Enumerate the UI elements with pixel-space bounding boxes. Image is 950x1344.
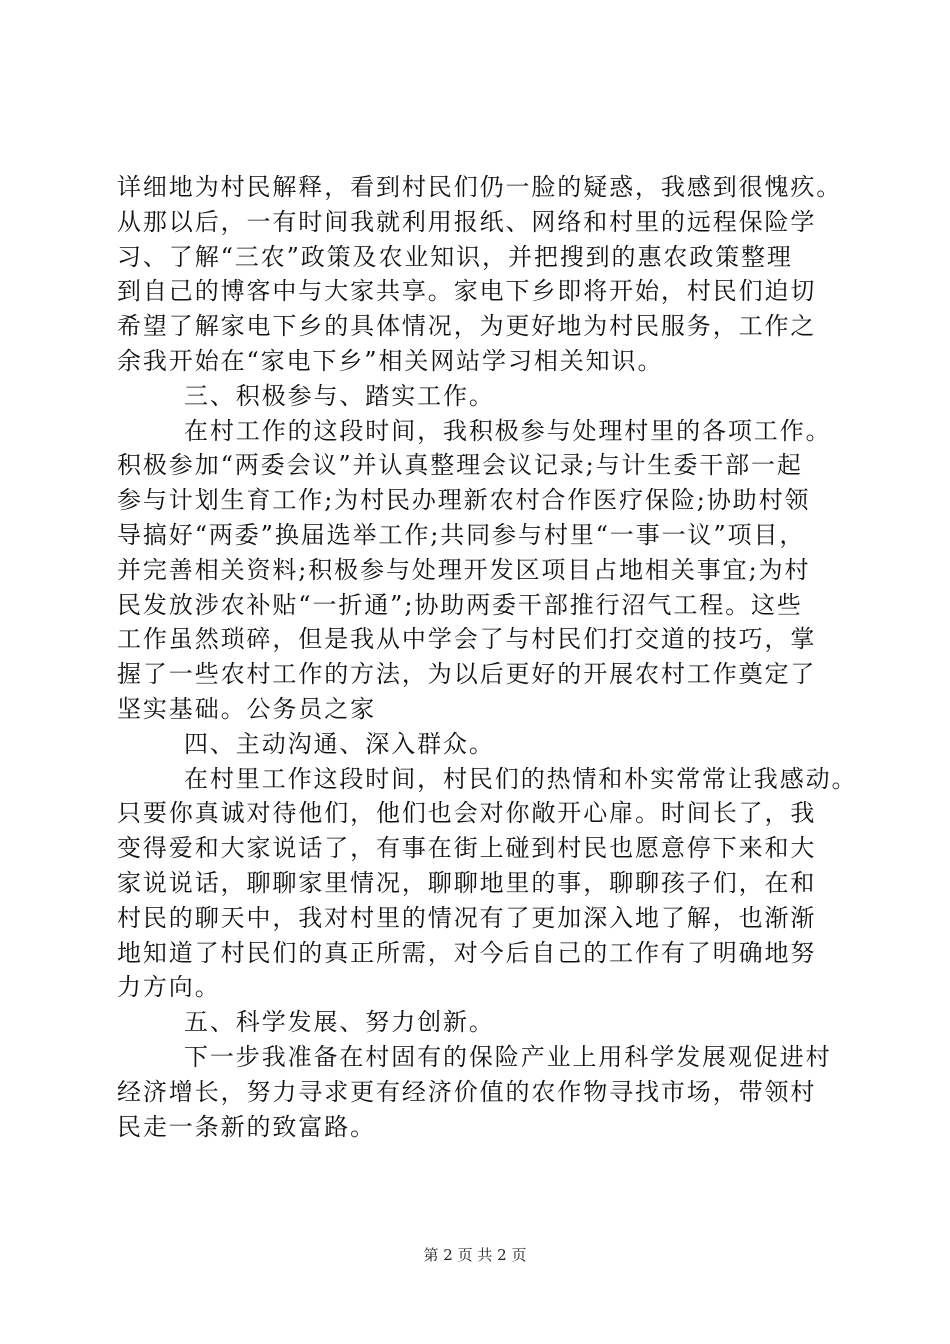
text-line: 坚实基础。公务员之家 (117, 694, 376, 723)
section-heading: 四、主动沟通、深入群众。 (184, 729, 495, 758)
section-heading: 三、积极参与、踏实工作。 (184, 381, 495, 410)
body-text (117, 170, 858, 1144)
text-line: 工作虽然琐碎，但是我从中学会了与村民们打交道的技巧，掌 (117, 625, 817, 654)
text-line: 变得爱和大家说话了，有事在街上碰到村民也愿意停下来和大 (117, 834, 817, 863)
paragraph-first-line: 在村里工作这段时间，村民们的热情和朴实常常让我感动。 (184, 764, 858, 793)
text-line: 家说说话，聊聊家里情况，聊聊地里的事，聊聊孩子们，在和 (117, 868, 817, 897)
text-line: 民走一条新的致富路。 (117, 1112, 376, 1141)
page-number-footer: 第 2 页 共 2 页 (423, 1246, 527, 1264)
text-line: 希望了解家电下乡的具体情况，为更好地为村民服务，工作之 (117, 312, 817, 341)
text-line: 参与计划生育工作;为村民办理新农村合作医疗保险;协助村领 (117, 486, 811, 515)
text-line: 并完善相关资料;积极参与处理开发区项目占地相关事宜;为村 (117, 555, 811, 584)
section-heading: 五、科学发展、努力创新。 (184, 1008, 495, 1037)
text-line: 余我开始在“家电下乡”相关网站学习相关知识。 (117, 346, 664, 375)
text-line: 到自己的博客中与大家共享。家电下乡即将开始，村民们迫切 (117, 277, 817, 306)
text-line: 地知道了村民们的真正所需，对今后自己的工作有了明确地努 (117, 938, 817, 967)
text-line: 习、了解“三农”政策及农业知识，并把搜到的惠农政策整理 (117, 242, 793, 271)
text-line: 民发放涉农补贴“一折通”;协助两委干部推行沼气工程。这些 (117, 590, 803, 619)
text-line: 积极参加“两委会议”并认真整理会议记录;与计生委干部一起 (117, 451, 803, 480)
text-line: 导搞好“两委”换届选举工作;共同参与村里“一事一议”项目， (117, 520, 806, 549)
text-line: 力方向。 (117, 973, 221, 1002)
text-line: 经济增长，努力寻求更有经济价值的农作物寻找市场，带领村 (117, 1077, 817, 1106)
paragraph-first-line: 在村工作的这段时间，我积极参与处理村里的各项工作。 (184, 416, 832, 445)
text-line: 只要你真诚对待他们，他们也会对你敞开心扉。时间长了，我 (117, 799, 817, 828)
text-line: 握了一些农村工作的方法，为以后更好的开展农村工作奠定了 (117, 660, 817, 689)
text-line: 从那以后，一有时间我就利用报纸、网络和村里的远程保险学 (117, 207, 817, 236)
text-line: 村民的聊天中，我对村里的情况有了更加深入地了解，也渐渐 (117, 903, 817, 932)
text-line: 详细地为村民解释，看到村民们仍一脸的疑惑，我感到很愧疚。 (117, 173, 843, 201)
paragraph-first-line: 下一步我准备在村固有的保险产业上用科学发展观促进村 (184, 1042, 832, 1071)
